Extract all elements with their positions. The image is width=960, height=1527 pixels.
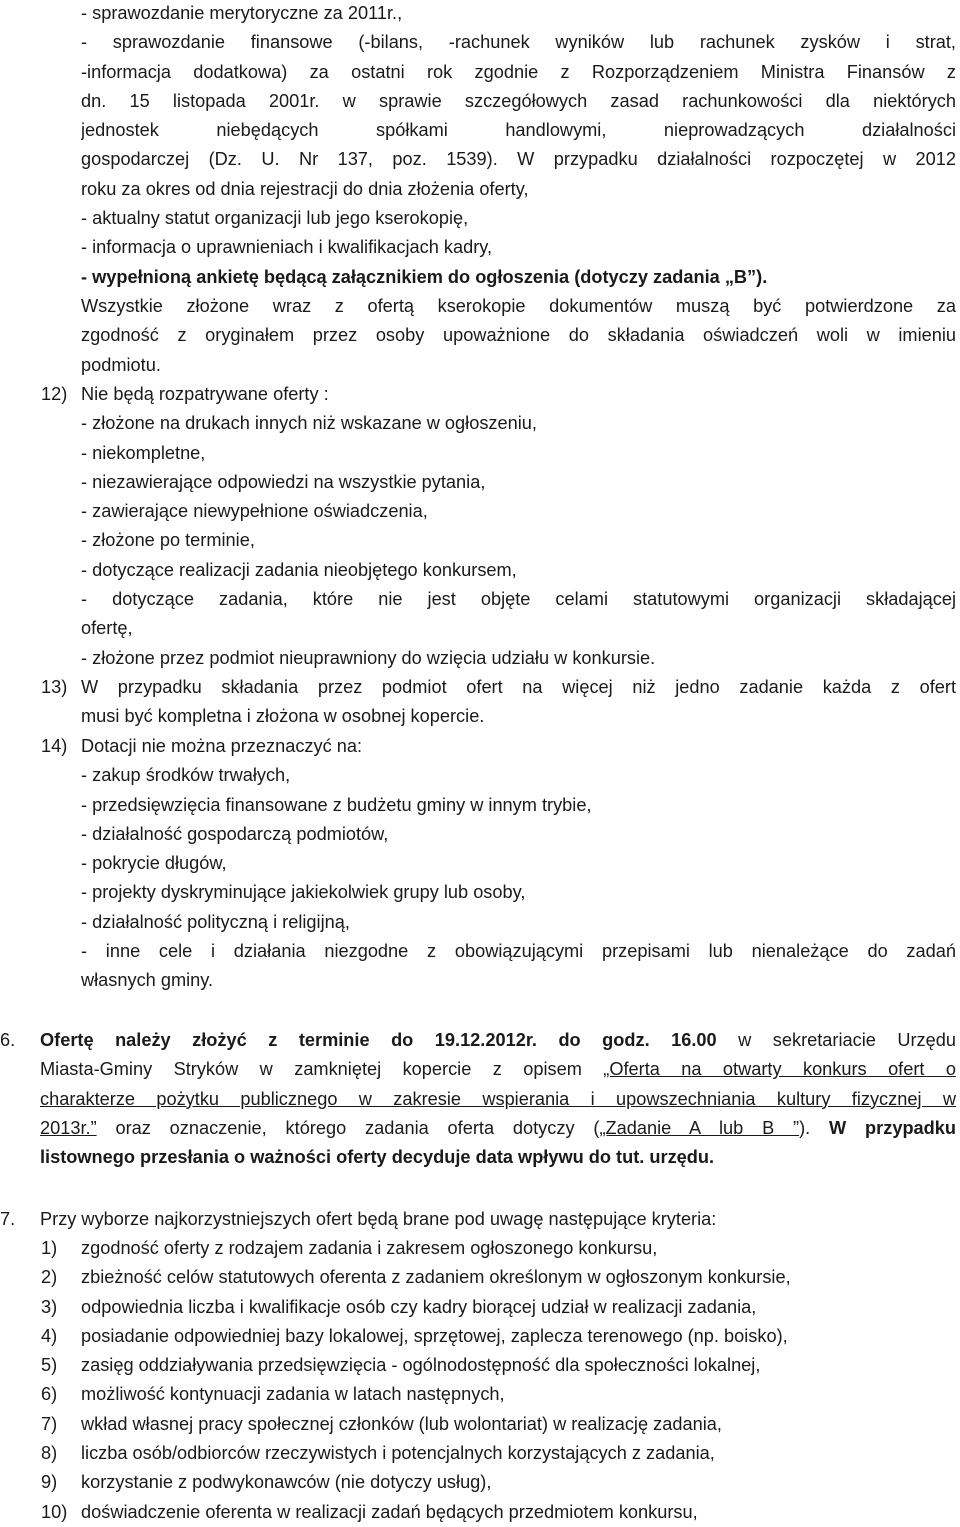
- item-line: - działalność polityczną i religijną,: [81, 911, 350, 932]
- section-bold-text: W przypadku: [810, 1117, 956, 1138]
- task-label-text: „Zadanie A lub B ”: [599, 1117, 800, 1138]
- criterion-number: 6): [41, 1384, 58, 1405]
- section-6: [0, 1026, 956, 1172]
- item-line: W przypadku składania przez podmiot ofert na więcej niż jedno zadanie każda z ofert: [81, 677, 956, 697]
- doc-line: podmiotu.: [81, 354, 161, 375]
- doc-line: jednostek niebędących spółkami handlowymi, nieprowadzących działalności: [81, 120, 956, 141]
- section-7: [0, 1205, 956, 1234]
- doc-line: zgodność z oryginałem przez osoby upoważnione do składania oświadczeń woli w imieniu: [81, 325, 956, 346]
- item-line: - działalność gospodarczą podmiotów,: [81, 823, 389, 844]
- deadline-text: Ofertę należy złożyć z terminie do 19.12.2012r. do godz. 16.00: [40, 1030, 717, 1050]
- criterion-item: [41, 1498, 956, 1527]
- criterion-number: 7): [41, 1413, 58, 1434]
- criterion-item: [41, 1468, 956, 1497]
- doc-line: dn. 15 listopada 2001r. w sprawie szczegółowych zasad rachunkowości dla niektórych: [81, 90, 956, 111]
- item-line: - niekompletne,: [81, 442, 206, 463]
- item-number: 13): [41, 677, 68, 697]
- criterion-text: możliwość kontynuacji zadania w latach następnych,: [81, 1384, 505, 1405]
- doc-line: gospodarczej (Dz. U. Nr 137, poz. 1539). W przypadku działalności rozpoczętej w 2012: [81, 149, 956, 170]
- item-line: Dotacji nie można przeznaczyć na:: [81, 736, 363, 756]
- item-line: - inne cele i działania niezgodne z obowiązującymi przepisami lub nienależące do zadań: [81, 941, 956, 962]
- item-number: 14): [41, 736, 68, 756]
- item-line: - dotyczące zadania, które nie jest objęte celami statutowymi organizacji składającej: [81, 589, 956, 610]
- criterion-text: zasięg oddziaływania przedsięwzięcia - ogólnodostępność dla społeczności lokalnej,: [81, 1355, 761, 1376]
- criterion-text: posiadanie odpowiedniej bazy lokalowej, sprzętowej, zaplecza terenowego (np. boisko),: [81, 1325, 788, 1346]
- item-line: ofertę,: [81, 618, 133, 639]
- criterion-number: 9): [41, 1472, 58, 1493]
- section-text: ).: [799, 1117, 811, 1138]
- criterion-text: zbieżność celów statutowych oferenta z zadaniem określonym w ogłoszonym konkursie,: [81, 1267, 791, 1288]
- list-item-14: [41, 732, 956, 996]
- criterion-item: [41, 1234, 956, 1263]
- criterion-text: liczba osób/odbiorców rzeczywistych i potencjalnych korzystających z zadania,: [81, 1443, 715, 1464]
- doc-line: - sprawozdanie finansowe (-bilans, -rachunek wyników lub rachunek zysków i strat,: [81, 32, 956, 53]
- criterion-number: 5): [41, 1355, 58, 1376]
- doc-line: Wszystkie złożone wraz z ofertą kserokopie dokumentów muszą być potwierdzone za: [81, 295, 956, 316]
- criterion-item: [41, 1380, 956, 1409]
- doc-line: - sprawozdanie merytoryczne za 2011r.,: [81, 3, 403, 23]
- list-item-12: [41, 380, 956, 673]
- criterion-text: wkład własnej pracy społecznej członków (lub wolontariat) w realizację zadania,: [81, 1413, 722, 1434]
- item-line: - dotyczące realizacji zadania nieobjętego konkursem,: [81, 559, 517, 580]
- section-text: oraz oznaczenie, którego zadania oferta dotyczy (: [96, 1117, 600, 1138]
- envelope-label-line: charakterze pożytku publicznego w zakresie wspierania i upowszechniania kultury fizycznej w: [40, 1088, 956, 1109]
- item-line: - złożone przez podmiot nieuprawniony do wzięcia udziału w konkursie.: [81, 647, 656, 668]
- item-line: - przedsięwzięcia finansowane z budżetu gminy w innym trybie,: [81, 794, 592, 815]
- item-line: musi być kompletna i złożona w osobnej kopercie.: [81, 706, 485, 727]
- item-line: - niezawierające odpowiedzi na wszystkie pytania,: [81, 471, 486, 492]
- section-line: [40, 1026, 956, 1055]
- envelope-label-text: 2013r.”: [40, 1117, 97, 1138]
- criterion-item: [41, 1410, 956, 1439]
- section-text: w sekretariacie Urzędu: [716, 1030, 956, 1050]
- item-number: 12): [41, 384, 68, 404]
- item-line: własnych gminy.: [81, 970, 214, 991]
- criterion-number: 1): [41, 1238, 58, 1258]
- doc-line: - aktualny statut organizacji lub jego kserokopię,: [81, 208, 469, 229]
- item-line: - projekty dyskryminujące jakiekolwiek grupy lub osoby,: [81, 882, 526, 903]
- criterion-text: doświadczenie oferenta w realizacji zadań będących przedmiotem konkursu,: [81, 1501, 698, 1522]
- criteria-intro: Przy wyborze najkorzystniejszych ofert będą brane pod uwagę następujące kryteria:: [40, 1209, 717, 1229]
- section-number: 7.: [0, 1209, 16, 1229]
- item-line: - zakup środków trwałych,: [81, 765, 291, 786]
- doc-line: -informacja dodatkowa) za ostatni rok zgodnie z Rozporządzeniem Ministra Finansów z: [81, 61, 956, 82]
- criteria-list: [41, 1234, 956, 1527]
- criterion-text: korzystanie z podwykonawców (nie dotyczy usług),: [81, 1472, 492, 1493]
- criterion-item: [41, 1263, 956, 1292]
- criterion-number: 4): [41, 1325, 58, 1346]
- criterion-number: 10): [41, 1501, 68, 1522]
- required-documents-block: [81, 0, 956, 380]
- criterion-item: [41, 1293, 956, 1322]
- criterion-number: 8): [41, 1443, 58, 1464]
- section-number: 6.: [0, 1030, 16, 1050]
- section-line: [40, 1055, 956, 1084]
- item-line: - zawierające niewypełnione oświadczenia,: [81, 501, 428, 522]
- doc-line: roku za okres od dnia rejestracji do dnia złożenia oferty,: [81, 178, 529, 199]
- item-line: - złożone po terminie,: [81, 530, 255, 551]
- section-bold-line: listownego przesłania o ważności oferty decyduje data wpływu do tut. urzędu.: [40, 1147, 715, 1168]
- criterion-item: [41, 1322, 956, 1351]
- criterion-number: 3): [41, 1296, 58, 1317]
- criterion-number: 2): [41, 1267, 58, 1288]
- item-line: - pokrycie długów,: [81, 853, 227, 874]
- criterion-item: [41, 1439, 956, 1468]
- list-item-13: [41, 673, 956, 732]
- criterion-item: [41, 1351, 956, 1380]
- item-line: Nie będą rozpatrywane oferty :: [81, 384, 329, 404]
- criterion-text: odpowiednia liczba i kwalifikacje osób czy kadry biorącej udział w realizacji zadania,: [81, 1296, 757, 1317]
- doc-line: - informacja o uprawnieniach i kwalifikacjach kadry,: [81, 237, 493, 258]
- doc-line-bold: - wypełnioną ankietę będącą załącznikiem do ogłoszenia (dotyczy zadania „B”).: [81, 266, 768, 287]
- section-line: [40, 1114, 956, 1143]
- section-text: Miasta-Gminy Stryków w zamkniętej kopercie z opisem: [40, 1059, 604, 1080]
- envelope-label-text: „Oferta na otwarty konkurs ofert o: [603, 1059, 956, 1080]
- criterion-text: zgodność oferty z rodzajem zadania i zakresem ogłoszonego konkursu,: [81, 1238, 658, 1258]
- item-line: - złożone na drukach innych niż wskazane w ogłoszeniu,: [81, 413, 537, 434]
